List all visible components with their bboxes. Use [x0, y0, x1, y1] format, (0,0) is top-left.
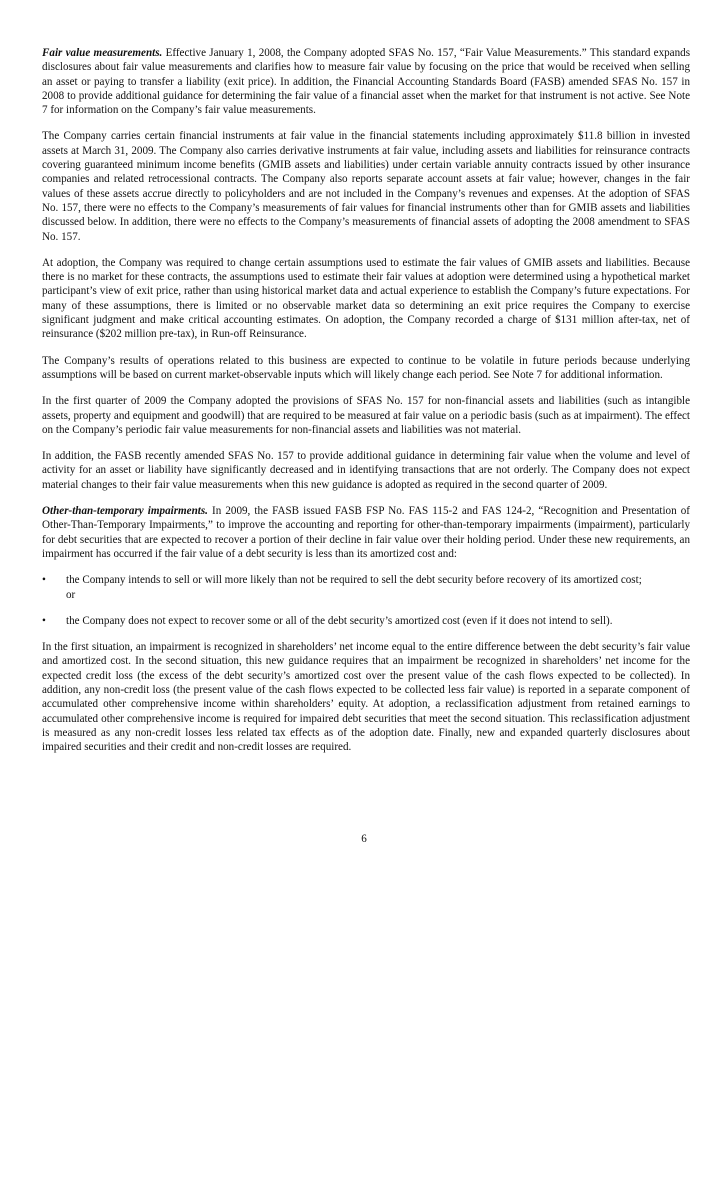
paragraph-impairment-recognition: In the first situation, an impairment is recognized in shareholders’ net income equal to the entire difference between the debt security’s fair value and amortized cost. In the second situation, this new guidance requires that an impairment be recognized in shareholders’ net income for the expected credit loss (the excess of the debt security’s amortized cost over the present value of the cash flows expected to be collected). In addition, any non-credit loss (the present value of the cash flows expected to be collected less fair value) is reported in a separate component of accumulated other comprehensive income within shareholders’ equity. At adoption, a reclassification adjustment from retained earnings to accumulated other comprehensive income is required for impaired debt securities that meet the second situation. This reclassification adjustment is measured as any non-credit losses less related tax effects as of the adoption date. Finally, new and expanded quarterly disclosures about impaired securities and their credit and non-credit losses are required. [42, 641, 690, 754]
bullet-icon: • [42, 574, 46, 587]
paragraph-adoption-assumptions: At adoption, the Company was required to change certain assumptions used to estimate the fair values of GMIB assets and liabilities. Because there is no market for these contracts, the assumptions used to estimate their fair values at adoption were determined using a hypothetical market participant’s view of exit price, rather than using historical market data and actual experience to establish the Company’s future expectations. For many of these assumptions, there is limited or no observable market data so determining an exit price requires the Company to exercise significant judgment and make critical accounting estimates. On adoption, the Company recorded a charge of $131 million after-tax, net of reinsurance ($202 million pre-tax), in Run-off Reinsurance. [42, 256, 690, 341]
list-item [42, 614, 690, 628]
paragraph-non-financial-assets: In the first quarter of 2009 the Company adopted the provisions of SFAS No. 157 for non-financial assets and liabilities (such as intangible assets, property and equipment and goodwill) that are required to be measured at fair value on a periodic basis (such as at impairment). The effect on the Company’s periodic fair value measurements for non-financial assets and liabilities was not material. [42, 395, 690, 436]
document-page [42, 46, 690, 766]
paragraph-text: Effective January 1, 2008, the Company adopted SFAS No. 157, “Fair Value Measurements.” This standard expands disclosures about fair value measurements and clarifies how to measure fair value by focusing on the price that would be received when selling an asset or paying to transfer a liability (exit price). In addition, the Financial Accounting Standards Board (FASB) amended SFAS No. 157 in 2008 to provide additional guidance for determining the fair value of a financial asset when the market for that instrument is not active. See Note 7 for information on the Company’s fair value measurements. [42, 47, 691, 117]
paragraph-fair-value-measurements [42, 46, 690, 117]
section-heading-impairments: Other-than-temporary impairments. [42, 505, 208, 518]
list-item-text: the Company does not expect to recover some or all of the debt security’s amortized cost (even if it does not intend to sell). [66, 614, 613, 627]
paragraph-results-volatility: The Company’s results of operations related to this business are expected to continue to be volatile in future periods because underlying assumptions will be based on current market-observable inputs which will likely change each period. See Note 7 for additional information. [42, 354, 690, 381]
list-item-text: the Company intends to sell or will more likely than not be required to sell the debt security before recovery of its amortized cost; or [66, 574, 642, 601]
page-number: 6 [361, 833, 367, 845]
list-item [42, 573, 690, 602]
section-heading-fair-value: Fair value measurements. [42, 47, 163, 59]
bullet-icon: • [42, 614, 46, 627]
paragraph-other-than-temporary [42, 504, 690, 561]
paragraph-text: In 2009, the FASB issued FASB FSP No. FAS 115-2 and FAS 124-2, “Recognition and Presentation of Other-Than-Temporary Impairments,” to improve the accounting and reporting for other-than-temporary impairments (impairment), particularly for debt securities that are expected to recover a portion of their decline in fair value over their holding period. Under these new requirements, an impairment has occurred if the fair value of a debt security is less than its amortized cost and: [42, 505, 690, 560]
paragraph-financial-instruments: The Company carries certain financial instruments at fair value in the financial statements including approximately $11.8 billion in invested assets at March 31, 2009. The Company also carries derivative instruments at fair value, including assets and liabilities for reinsurance contracts covering guaranteed minimum income benefits (GMIB assets and liabilities) under certain variable annuity contracts issued by other insurance companies and related retrocessional contracts. The Company also reports separate account assets at fair value; however, changes in the fair values of these assets accrue directly to policyholders and are not included in the Company’s revenues and expenses. At the adoption of SFAS No. 157, there were no effects to the Company’s measurements of fair values for financial instruments other than for GMIB assets and liabilities discussed below. In addition, there were no effects to the Company’s measurements of financial assets of adopting the 2008 amendment to SFAS No. 157. [42, 130, 690, 243]
paragraph-fasb-amendment: In addition, the FASB recently amended SFAS No. 157 to provide additional guidance in determining fair value when the volume and level of activity for an asset or liability have significantly decreased and in identifying transactions that are not orderly. The Company does not expect material changes to their fair value measurements when this new guidance is adopted as required in the second quarter of 2009. [42, 450, 690, 491]
